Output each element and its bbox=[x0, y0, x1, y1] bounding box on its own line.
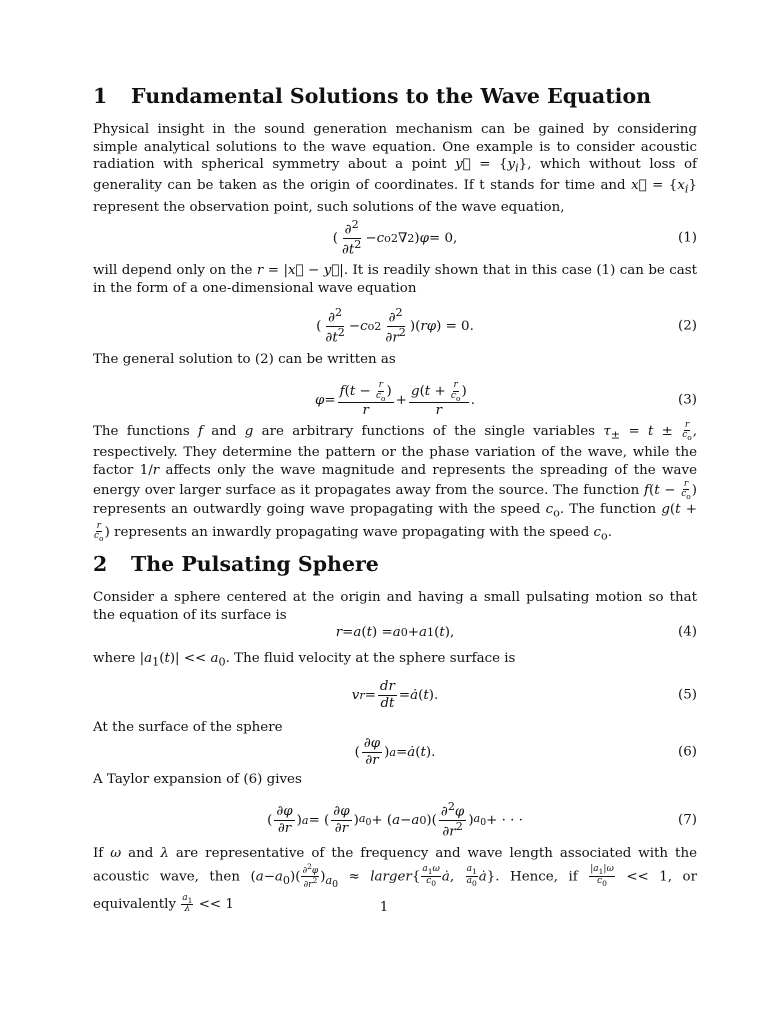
equation-number: (4) bbox=[678, 624, 697, 640]
text-run: where bbox=[93, 651, 140, 666]
text-run: represent the observation point, such solutions of the wave equation, bbox=[93, 199, 565, 215]
equation-body: ( $\frac{\partial^2}{\partial t^2}$ − c o 2 ∇ 2 ) φ = 0, bbox=[332, 217, 458, 257]
text-run: affects only the wave magnitude and represents the spreading of the wave energy over larger surface as it propagates away from the source. The function bbox=[93, 462, 697, 498]
equation-body: ( $\frac{\partial\varphi}{\partial r}$ ) a = ( $\frac{\partial\varphi}{\partial r}$ ) $a_0$ + ( a − a 0 )( $\frac{\partial^2\varphi}{\partial r^2}$ ) $a_0$ + · · · bbox=[267, 799, 523, 839]
text-run: represents an outwardly going wave propagating with the speed bbox=[93, 501, 546, 517]
paragraph-taylor: A Taylor expansion of (6) gives bbox=[93, 772, 302, 787]
equation-5 bbox=[93, 679, 697, 711]
text-run: , which without loss of generality can be taken as the origin of coordinates. If t stands for time and bbox=[93, 157, 697, 194]
paragraph-velocity: where $|a_1(t)| << a_0$. The fluid velocity at the sphere surface is bbox=[93, 651, 516, 669]
text-run: and bbox=[202, 424, 245, 440]
text-run: Physical insight in the sound generation mechanism can be gained by considering simple analytical solutions to the wave equation. One example is to consider acoustic radiation with spherical symmetry about a point bbox=[93, 122, 697, 173]
text-run: are representative of the frequency and wave length associated with the acoustic wave, then bbox=[93, 846, 697, 885]
text-run: will depend only on the bbox=[93, 263, 257, 278]
paragraph-surface: At the surface of the sphere bbox=[93, 720, 283, 735]
equation-body: ( $\frac{\partial\varphi}{\partial r}$ ) a = ȧ ( t ). bbox=[354, 736, 436, 768]
equation-number: (2) bbox=[678, 318, 697, 334]
equation-number: (1) bbox=[678, 230, 697, 246]
equation-number: (7) bbox=[678, 812, 697, 828]
text-run: , respectively. They determine the pattern or the phase variation of the wave, while the factor bbox=[93, 424, 698, 478]
equation-number: (6) bbox=[678, 744, 697, 760]
text-run: represents an inwardly propagating wave propagating with the speed bbox=[109, 524, 594, 540]
text-run: If bbox=[93, 846, 111, 861]
equation-1 bbox=[93, 217, 697, 257]
text-run: are arbitrary functions of the single variables bbox=[253, 424, 604, 440]
equation-body: r = a ( t ) = a 0 + a 1 ( t ), bbox=[335, 624, 455, 640]
equation-body: v r = $\frac{dr}{dt}$ = ȧ ( t ). bbox=[351, 679, 439, 711]
page-number: 1 bbox=[379, 900, 389, 915]
section-1-heading bbox=[93, 84, 651, 108]
section-2-heading bbox=[93, 552, 379, 576]
paragraph-depend: will depend only on the r = |x⃗ − y⃗|. It is readily shown that in this case (1) can be cast in the form of a one-dimensional wave equation bbox=[93, 263, 697, 296]
section-title: The Pulsating Sphere bbox=[131, 552, 379, 576]
equation-6 bbox=[93, 736, 697, 768]
equation-body: ( $\frac{\partial^2}{\partial t^2}$ − c o 2 $\frac{\partial^2}{\partial r^2}$ )( rφ ) = 0. bbox=[316, 305, 474, 345]
equation-number: (3) bbox=[678, 392, 697, 408]
equation-number: (5) bbox=[678, 687, 697, 703]
paragraph-intro: Physical insight in the sound generation mechanism can be gained by considering simple analytical solutions to the wave equation. One example is to consider acoustic radiation with spherical symmetry about a point y⃗ = $\{y_i\}$, which without loss of generality can be taken as the origin of coordinates. If t stands for time and x⃗ = $\{x_i\}$ represent the observation point, such solutions of the wave equation, bbox=[93, 122, 697, 215]
text-run: and bbox=[121, 846, 161, 861]
text-run: . Hence, if bbox=[495, 869, 589, 885]
text-run: , or equivalently bbox=[93, 869, 698, 912]
paragraph-general: The general solution to (2) can be written as bbox=[93, 352, 396, 367]
equation-7 bbox=[93, 799, 697, 839]
text-run: . The fluid velocity at the sphere surface is bbox=[225, 651, 516, 666]
section-number: 2 bbox=[93, 552, 108, 576]
paragraph-sphere: Consider a sphere centered at the origin and having a small pulsating motion so that the equation of its surface is bbox=[93, 590, 697, 623]
section-number: 1 bbox=[93, 84, 108, 108]
paragraph-frequency: If ω and λ are representative of the frequency and wave length associated with the acoustic wave, then $(a-a_0)$( $\frac{\partial^2\varphi}{\partial r^2}$ )$_{a_0}$ ≈ larger{ $\frac{a_1\omega}{c_0}$ ȧ, $\frac{a_1}{a_0}$ ȧ}. Hence, if $\frac{|a_1|\omega}{c_0}$ << 1, or equivalently $\frac{a_1}{\lambda}$ << 1 bbox=[93, 846, 698, 915]
section-title: Fundamental Solutions to the Wave Equation bbox=[131, 84, 652, 108]
equation-body: φ = f(t − $\frac{r}{c_o}$ ) r + g(t + $\frac{r}{c_o}$ ) r . bbox=[315, 380, 475, 419]
text-run: The functions bbox=[93, 424, 199, 440]
paragraph-functions: The functions f and g are arbitrary functions of the single variables $\tau_\pm = t$ ± $\frac{r}{c_o}$ , respectively. They determine the pattern or the phase variation of the wave, while the factor 1/r affects only the wave magnitude and represents the spreading of the wave energy over larger surface as it propagates away from the source. The function f(t − $\frac{r}{c_o}$ ) represents an outwardly going wave propagating with the speed $c_o$. The function g(t + $\frac{r}{c_o}$ ) represents an inwardly propagating wave propagating with the speed $c_o$. bbox=[93, 420, 698, 544]
equation-2 bbox=[93, 305, 697, 345]
equation-4 bbox=[93, 618, 697, 646]
text-run: . It is readily shown that in this case (1) can be cast in the form of a one-dimensional wave equation bbox=[93, 263, 697, 296]
equation-3 bbox=[93, 380, 697, 419]
text-run: . The function bbox=[559, 501, 662, 517]
